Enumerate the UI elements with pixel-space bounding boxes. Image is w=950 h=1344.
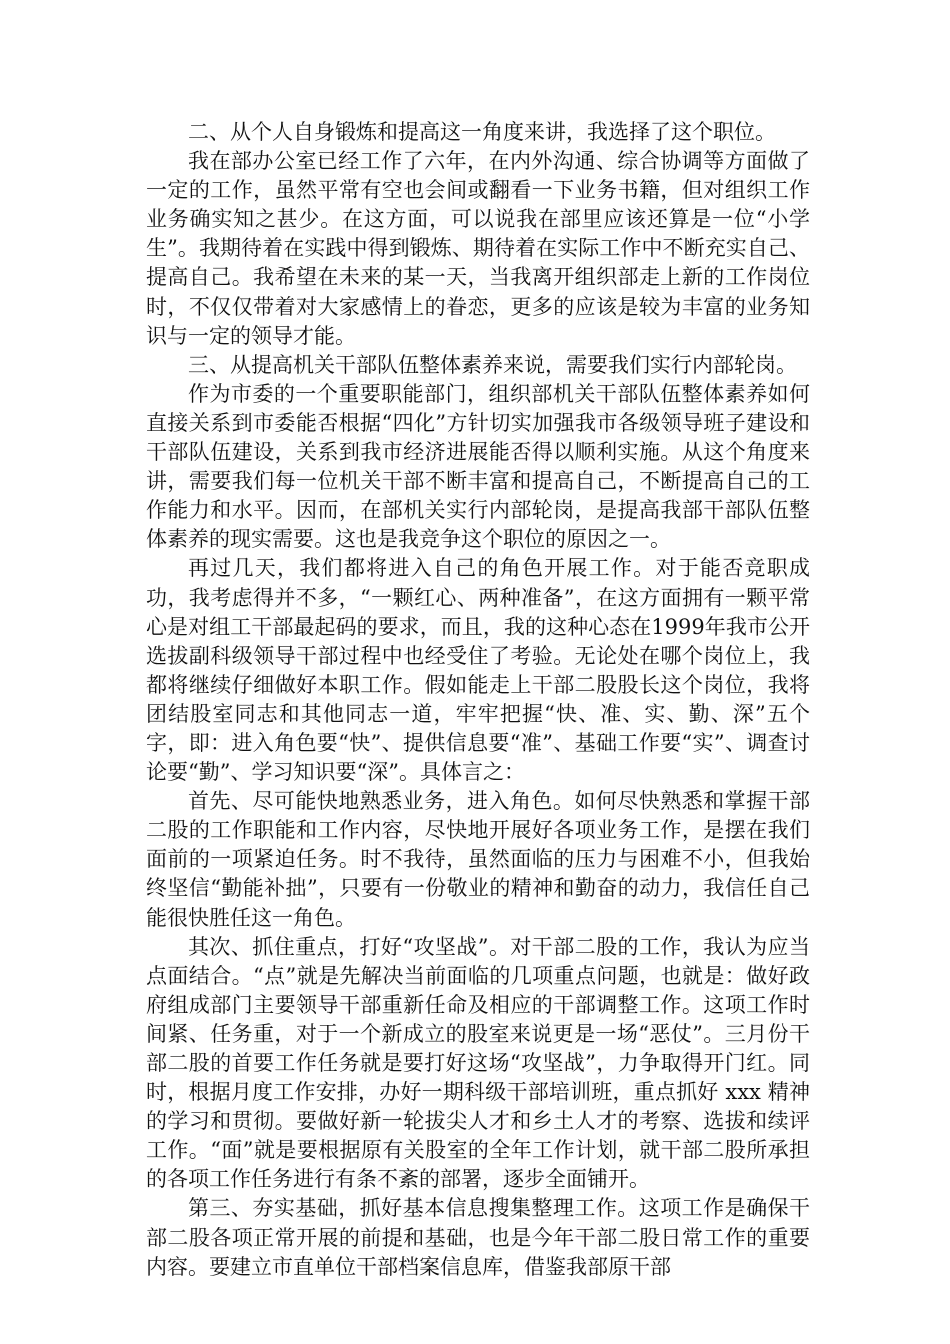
paragraph-3: 三、从提高机关干部队伍整体素养来说，需要我们实行内部轮岗。 (188, 352, 797, 377)
paragraph-5: 再过几天，我们都将进入自己的角色开展工作。对于能否竞职成功，我考虑得并不多，“一颗红心、两种准备”，在这方面拥有一颗平常心是对组工干部最起码的要求，而且，我的这种心态在1999年我市公开选拔副科级领导干部过程中也经受住了考验。无论处在哪个岗位上，我都将继续仔细做好本职工作。假如能走上干部二股股长这个岗位，我将团结股室同志和其他同志一道，牢牢把握“快、准、实、勤、深”五个字，即：进入角色要“快”、提供信息要“准”、基础工作要“实”、调查讨论要“勤”、学习知识要“深”。具体言之： (146, 556, 810, 785)
paragraph-2: 我在部办公室已经工作了六年，在内外沟通、综合协调等方面做了一定的工作，虽然平常有空也会间或翻看一下业务书籍，但对组织工作业务确实知之甚少。在这方面，可以说我在部里应该还算是一位“小学生”。我期待着在实践中得到锻炼、期待着在实际工作中不断充实自己、提高自己。我希望在未来的某一天，当我离开组织部走上新的工作岗位时，不仅仅带着对大家感情上的眷恋，更多的应该是较为丰富的业务知识与一定的领导才能。 (146, 149, 810, 348)
document-body (146, 118, 810, 1282)
paragraph-4: 作为市委的一个重要职能部门，组织部机关干部队伍整体素养如何直接关系到市委能否根据“四化”方针切实加强我市各级领导班子建设和干部队伍建设，关系到我市经济进展能否得以顺利实施。从这个角度来讲，需要我们每一位机关干部不断丰富和提高自己，不断提高自己的工作能力和水平。因而，在部机关实行内部轮岗，是提高我部干部队伍整体素养的现实需要。这也是我竞争这个职位的原因之一。 (146, 381, 810, 552)
paragraph-1: 二、从个人自身锻炼和提高这一角度来讲，我选择了这个职位。 (188, 120, 776, 144)
paragraph-8: 第三、夯实基础，抓好基本信息搜集整理工作。这项工作是确保干部二股各项正常开展的前提和基础，也是今年干部二股日常工作的重要内容。要建立市直单位干部档案信息库，借鉴我部原干部 (146, 1196, 810, 1279)
paragraph-7: 其次、抓住重点，打好“攻坚战”。对干部二股的工作，我认为应当点面结合。“点”就是先解决当前面临的几项重点问题，也就是：做好政府组成部门主要领导干部重新任命及相应的干部调整工作。这项工作时间紧、任务重，对于一个新成立的股室来说更是一场“恶仗”。三月份干部二股的首要工作任务就是要打好这场“攻坚战”，力争取得开门红。同时，根据月度工作安排，办好一期科级干部培训班，重点抓好 xxx 精神的学习和贯彻。要做好新一轮拔尖人才和乡土人才的考察、选拔和续评工作。“面”就是要根据原有关股室的全年工作计划，就干部二股所承担的各项工作任务进行有条不紊的部署，逐步全面铺开。 (146, 934, 810, 1192)
paragraph-6: 首先、尽可能快地熟悉业务，进入角色。如何尽快熟悉和掌握干部二股的工作职能和工作内容，尽快地开展好各项业务工作，是摆在我们面前的一项紧迫任务。时不我待，虽然面临的压力与困难不小，但我始终坚信“勤能补拙”，只要有一份敬业的精神和勤奋的动力，我信任自己能很快胜任这一角色。 (146, 789, 810, 930)
